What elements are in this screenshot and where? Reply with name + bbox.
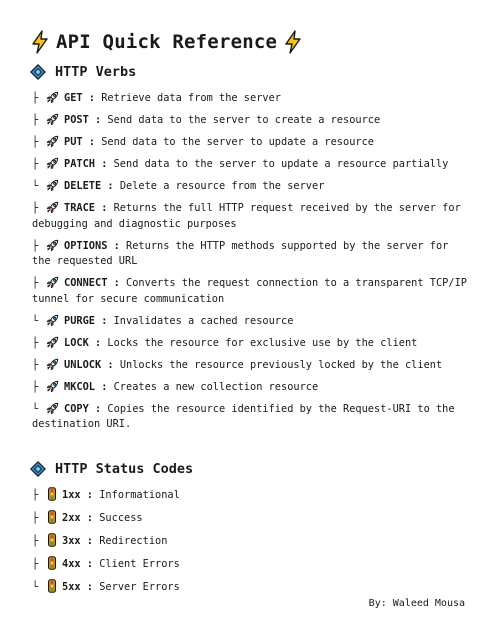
tree-branch-glyph: └ <box>32 180 39 192</box>
entry-separator: : <box>88 402 108 415</box>
verb-entry <box>32 201 472 232</box>
entry-description: Send data to the server to create a resource <box>107 114 381 126</box>
blue-diamond-icon <box>30 461 46 477</box>
status-section-title: HTTP Status Codes <box>55 461 194 477</box>
tree-branch-glyph: ├ <box>32 277 39 289</box>
tree-branch-glyph: ├ <box>32 158 39 170</box>
entry-separator: : <box>95 314 114 327</box>
rocket-icon <box>46 157 59 170</box>
entry-keyword: 3xx <box>62 535 81 547</box>
entry-separator: : <box>101 358 120 371</box>
traffic-light-icon <box>47 579 57 593</box>
entry-description: Creates a new collection resource <box>113 380 319 393</box>
rocket-icon <box>46 380 59 393</box>
verb-entry <box>32 239 472 270</box>
entry-description: Invalidates a cached resource <box>113 314 294 327</box>
entry-description: Converts the request connection to a transparent TCP/IP tunnel for secure communication <box>32 277 467 305</box>
traffic-light-icon <box>47 510 57 524</box>
entry-separator: : <box>82 136 102 148</box>
tree-branch-glyph: ├ <box>32 114 39 126</box>
tree-branch-glyph: ├ <box>32 202 39 214</box>
status-entry <box>32 510 472 527</box>
entry-keyword: GET <box>64 92 83 104</box>
entry-separator: : <box>80 558 100 570</box>
entry-separator: : <box>107 239 127 252</box>
entry-description: Unlocks the resource previously locked by the client <box>119 358 443 371</box>
rocket-icon <box>46 239 59 252</box>
entry-keyword: TRACE <box>64 202 95 214</box>
tree-branch-glyph: ├ <box>32 136 39 148</box>
status-entry <box>32 579 472 596</box>
http-status-list <box>32 487 472 602</box>
lightning-bolt-icon <box>283 30 303 54</box>
author-byline: By: Waleed Mousa <box>368 598 465 609</box>
entry-description: Redirection <box>99 535 168 547</box>
verbs-section-heading <box>30 64 136 80</box>
verb-entry <box>32 336 472 352</box>
page-title <box>30 30 309 54</box>
verb-entry <box>32 380 472 396</box>
verb-entry <box>32 276 472 307</box>
tree-branch-glyph: └ <box>32 581 39 593</box>
page-title-text: API Quick Reference <box>56 31 278 53</box>
entry-keyword: 4xx <box>62 558 81 570</box>
tree-branch-glyph: └ <box>32 314 39 327</box>
traffic-light-icon <box>47 533 57 547</box>
entry-description: Server Errors <box>99 581 180 593</box>
tree-branch-glyph: ├ <box>32 512 39 524</box>
entry-separator: : <box>80 581 100 593</box>
entry-description: Locks the resource for exclusive use by the client <box>107 336 418 349</box>
tree-branch-glyph: ├ <box>32 92 39 104</box>
entry-keyword: PATCH <box>64 158 95 170</box>
entry-keyword: DELETE <box>64 180 102 192</box>
status-entry <box>32 533 472 550</box>
entry-keyword: LOCK <box>64 336 89 349</box>
verb-entry <box>32 358 472 374</box>
tree-branch-glyph: ├ <box>32 239 39 252</box>
tree-branch-glyph: ├ <box>32 358 39 371</box>
entry-keyword: 2xx <box>62 512 81 524</box>
entry-description: Informational <box>99 489 180 501</box>
entry-separator: : <box>80 489 100 501</box>
entry-keyword: COPY <box>64 402 89 415</box>
tree-branch-glyph: ├ <box>32 380 39 393</box>
tree-branch-glyph: └ <box>32 402 39 415</box>
tree-branch-glyph: ├ <box>32 336 39 349</box>
blue-diamond-icon <box>30 64 46 80</box>
entry-separator: : <box>107 277 127 289</box>
traffic-light-icon <box>47 556 57 570</box>
entry-description: Client Errors <box>99 558 180 570</box>
verb-entry <box>32 179 472 195</box>
entry-description: Returns the HTTP methods supported by the server for the requested URL <box>32 239 449 267</box>
entry-separator: : <box>82 92 102 104</box>
tree-branch-glyph: ├ <box>32 535 39 547</box>
entry-keyword: POST <box>64 114 89 126</box>
rocket-icon <box>46 91 59 104</box>
status-entry <box>32 487 472 504</box>
entry-description: Copies the resource identified by the Request-URI to the destination URI. <box>32 402 455 430</box>
entry-keyword: 1xx <box>62 489 81 501</box>
entry-separator: : <box>95 202 114 214</box>
http-verbs-list <box>32 91 472 439</box>
verb-entry <box>32 113 472 129</box>
entry-separator: : <box>88 114 108 126</box>
entry-separator: : <box>101 180 120 192</box>
entry-keyword: MKCOL <box>64 380 95 393</box>
verb-entry <box>32 135 472 151</box>
entry-description: Retrieve data from the server <box>101 92 281 104</box>
entry-keyword: OPTIONS <box>64 239 108 252</box>
rocket-icon <box>46 135 59 148</box>
traffic-light-icon <box>47 487 57 501</box>
entry-keyword: 5xx <box>62 581 81 593</box>
entry-keyword: PURGE <box>64 314 95 327</box>
entry-separator: : <box>95 380 114 393</box>
tree-branch-glyph: ├ <box>32 489 39 501</box>
status-section-heading <box>30 461 193 477</box>
entry-keyword: CONNECT <box>64 277 108 289</box>
verb-entry <box>32 91 472 107</box>
rocket-icon <box>46 358 59 371</box>
verb-entry <box>32 157 472 173</box>
entry-separator: : <box>95 158 114 170</box>
tree-branch-glyph: ├ <box>32 558 39 570</box>
rocket-icon <box>46 336 59 349</box>
entry-separator: : <box>80 512 100 524</box>
rocket-icon <box>46 113 59 126</box>
entry-description: Returns the full HTTP request received by the server for debugging and diagnostic purposes <box>32 202 461 230</box>
status-entry <box>32 556 472 573</box>
entry-separator: : <box>88 336 108 349</box>
rocket-icon <box>46 276 59 289</box>
lightning-bolt-icon <box>30 30 50 54</box>
entry-keyword: UNLOCK <box>64 358 102 371</box>
verb-entry <box>32 314 472 330</box>
entry-keyword: PUT <box>64 136 83 148</box>
rocket-icon <box>46 314 59 327</box>
entry-separator: : <box>80 535 100 547</box>
verb-entry <box>32 402 472 433</box>
verbs-section-title: HTTP Verbs <box>55 64 137 80</box>
entry-description: Success <box>99 512 143 524</box>
rocket-icon <box>46 201 59 214</box>
rocket-icon <box>46 402 59 415</box>
entry-description: Send data to the server to update a resource <box>101 136 374 148</box>
entry-description: Send data to the server to update a resource partially <box>113 158 449 170</box>
entry-description: Delete a resource from the server <box>119 180 325 192</box>
rocket-icon <box>46 179 59 192</box>
